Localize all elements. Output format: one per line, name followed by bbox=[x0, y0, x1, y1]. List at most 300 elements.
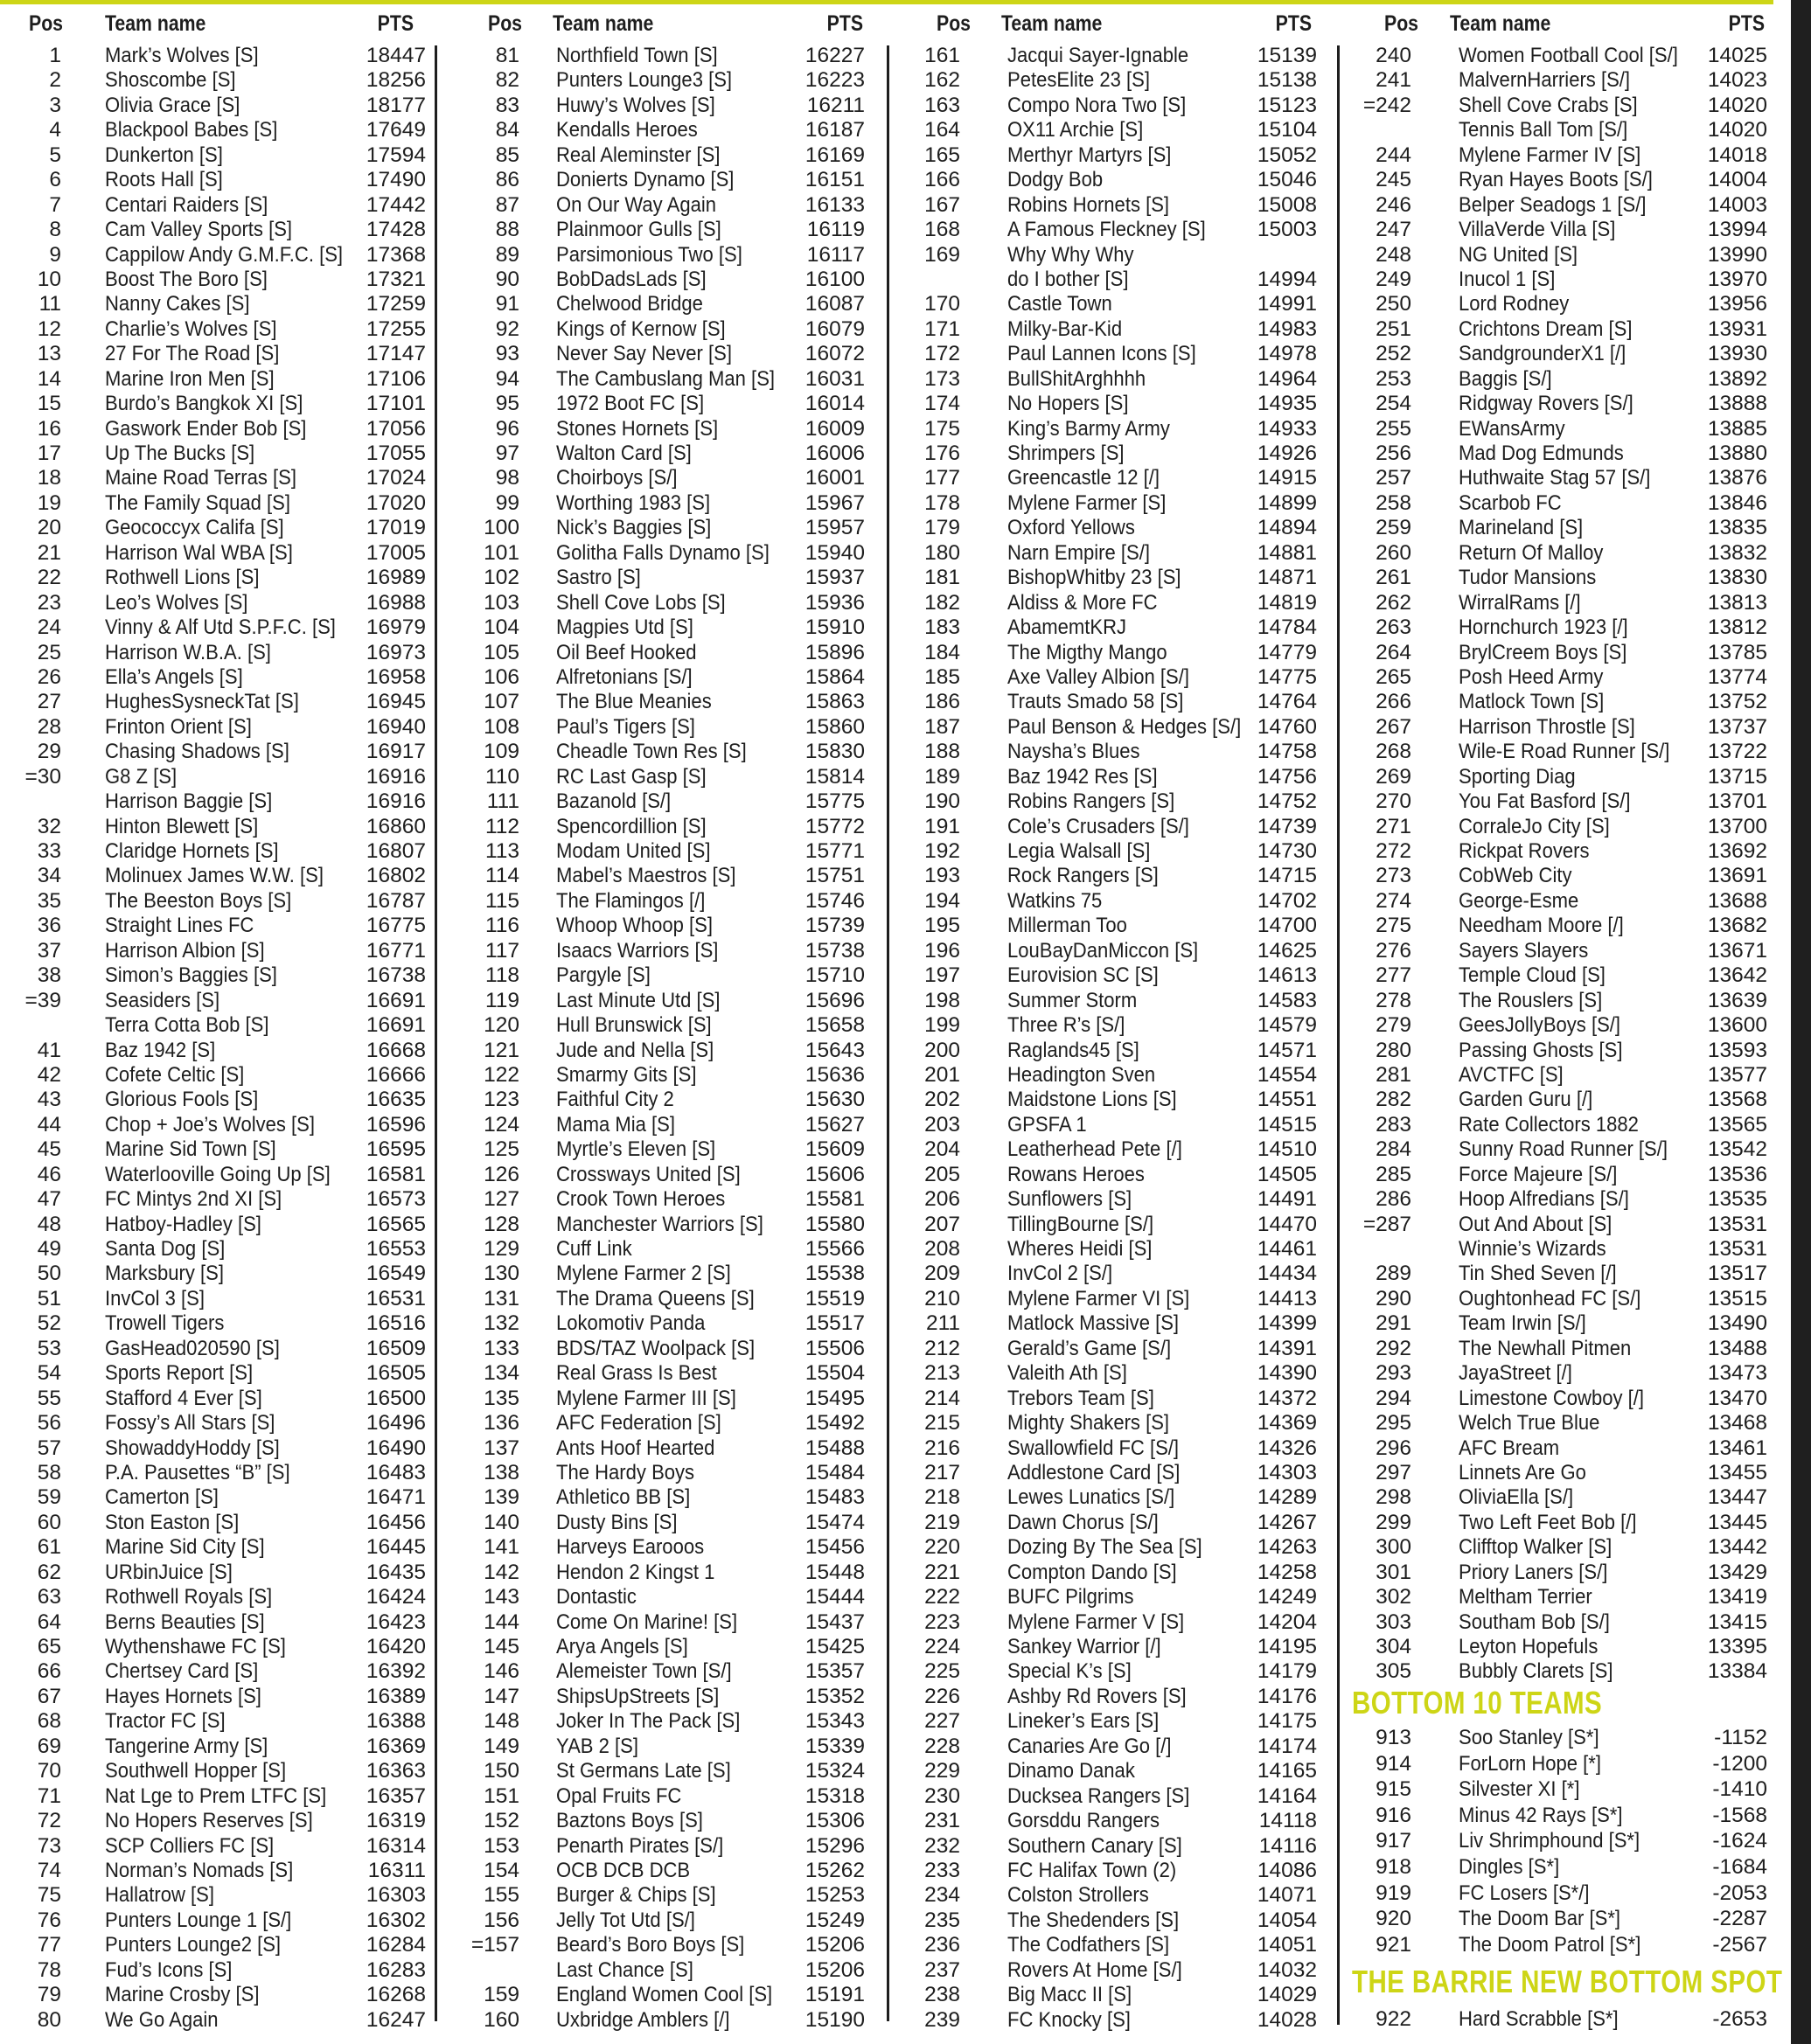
team-name-cell: BUFC Pilgrims bbox=[1007, 1585, 1134, 1609]
header-pts: PTS bbox=[826, 11, 863, 36]
team-name-cell: Valeith Ath [S] bbox=[1007, 1361, 1127, 1386]
table-row bbox=[0, 641, 1791, 665]
position-cell: 86 bbox=[495, 168, 519, 192]
points-cell: 16549 bbox=[366, 1262, 426, 1286]
points-cell: 14258 bbox=[1257, 1560, 1317, 1584]
points-cell: 17259 bbox=[366, 292, 426, 316]
team-name-cell: Shrimpers [S] bbox=[1007, 441, 1125, 465]
points-cell: 13813 bbox=[1707, 590, 1767, 615]
position-cell: 164 bbox=[924, 118, 960, 143]
position-cell: 175 bbox=[924, 416, 960, 441]
team-name-cell: Sayers Slayers bbox=[1459, 938, 1589, 963]
team-name-cell: ForLorn Hope [*] bbox=[1459, 1751, 1602, 1776]
points-cell: 16284 bbox=[366, 1933, 426, 1957]
points-cell: 15206 bbox=[805, 1957, 865, 1982]
points-cell: -1684 bbox=[1712, 1854, 1767, 1879]
points-cell: 14819 bbox=[1257, 590, 1317, 615]
table-row bbox=[0, 1088, 1791, 1112]
position-cell: 38 bbox=[37, 963, 61, 988]
position-cell: 78 bbox=[37, 1957, 61, 1982]
position-cell: 247 bbox=[1376, 218, 1411, 242]
points-cell: 14515 bbox=[1257, 1112, 1317, 1137]
team-name-cell: Walton Card [S] bbox=[556, 441, 692, 465]
table-row bbox=[0, 2006, 1791, 2033]
points-cell: 14020 bbox=[1707, 118, 1767, 143]
position-cell: 141 bbox=[484, 1535, 519, 1560]
team-name-cell: Rothwell Royals [S] bbox=[105, 1585, 273, 1609]
points-cell: 13415 bbox=[1707, 1609, 1767, 1634]
position-cell: 229 bbox=[924, 1759, 960, 1783]
points-cell: 14583 bbox=[1257, 988, 1317, 1012]
team-name-cell: Ashby Rd Rovers [S] bbox=[1007, 1684, 1187, 1708]
position-cell: 277 bbox=[1376, 963, 1411, 988]
table-row bbox=[0, 1535, 1791, 1560]
position-cell: 11 bbox=[38, 292, 61, 316]
points-cell: 14176 bbox=[1257, 1684, 1317, 1708]
team-name-cell: Nanny Cakes [S] bbox=[105, 292, 250, 316]
position-cell: 218 bbox=[924, 1485, 960, 1510]
team-name-cell: Millerman Too bbox=[1007, 914, 1127, 938]
team-name-cell: Priory Laners [S/] bbox=[1459, 1560, 1608, 1584]
position-cell: 144 bbox=[484, 1609, 519, 1634]
points-cell: 17056 bbox=[366, 416, 426, 441]
table-row bbox=[0, 615, 1791, 640]
position-cell: 160 bbox=[484, 2007, 519, 2032]
team-name-cell: Aldiss & More FC bbox=[1007, 590, 1158, 615]
position-cell: 261 bbox=[1376, 566, 1411, 590]
team-name-cell: Frinton Orient [S] bbox=[105, 714, 252, 739]
points-cell: 15191 bbox=[805, 1983, 865, 2007]
team-name-cell: Sunny Road Runner [S/] bbox=[1459, 1137, 1668, 1162]
points-cell: 14715 bbox=[1257, 864, 1317, 888]
points-cell: 13692 bbox=[1707, 839, 1767, 863]
points-cell: 14505 bbox=[1257, 1162, 1317, 1186]
points-cell: 14700 bbox=[1257, 914, 1317, 938]
team-name-cell: Huthwaite Stag 57 [S/] bbox=[1459, 466, 1651, 490]
team-name-cell: Rate Collectors 1882 bbox=[1459, 1112, 1639, 1137]
team-name-cell: Real Aleminster [S] bbox=[556, 143, 721, 167]
team-name-cell: Myrtle’s Eleven [S] bbox=[556, 1137, 716, 1162]
points-cell: 16392 bbox=[366, 1659, 426, 1684]
team-name-cell: PetesElite 23 [S] bbox=[1007, 68, 1151, 93]
team-name-cell: SCP Colliers FC [S] bbox=[105, 1833, 275, 1858]
points-cell: 15710 bbox=[805, 963, 865, 988]
position-cell: 8 bbox=[49, 218, 61, 242]
team-name-cell: Linnets Are Go bbox=[1459, 1460, 1586, 1484]
points-cell: 14926 bbox=[1257, 441, 1317, 465]
team-name-cell: Shell Cove Crabs [S] bbox=[1459, 93, 1638, 117]
position-cell: 106 bbox=[484, 664, 519, 689]
team-name-cell: Lineker’s Ears [S] bbox=[1007, 1709, 1160, 1734]
team-name-cell: do I bother [S] bbox=[1007, 267, 1129, 291]
team-name-cell: Compo Nora Two [S] bbox=[1007, 93, 1187, 117]
position-cell: 19 bbox=[37, 490, 61, 515]
table-row bbox=[0, 1013, 1791, 1038]
points-cell: 13600 bbox=[1707, 1013, 1767, 1038]
team-name-cell: Gaswork Ender Bob [S] bbox=[105, 416, 307, 441]
table-row bbox=[0, 1659, 1791, 1684]
position-cell: 9 bbox=[49, 242, 61, 267]
position-cell: 170 bbox=[924, 292, 960, 316]
position-cell: 299 bbox=[1376, 1510, 1411, 1534]
points-cell: 14032 bbox=[1257, 1957, 1317, 1982]
team-name-cell: Fud’s Icons [S] bbox=[105, 1957, 233, 1982]
team-name-cell: Olivia Grace [S] bbox=[105, 93, 240, 117]
table-row bbox=[0, 765, 1791, 789]
team-name-cell: Robins Hornets [S] bbox=[1007, 192, 1170, 217]
points-cell: 14935 bbox=[1257, 392, 1317, 416]
position-cell: 17 bbox=[37, 441, 61, 465]
points-cell: 16187 bbox=[805, 118, 865, 143]
points-cell: 14116 bbox=[1258, 1833, 1317, 1858]
position-cell: 167 bbox=[924, 192, 960, 217]
position-cell: 913 bbox=[1376, 1726, 1411, 1749]
points-cell: 16940 bbox=[366, 714, 426, 739]
table-row bbox=[0, 963, 1791, 988]
team-name-cell: JayaStreet [/] bbox=[1459, 1361, 1572, 1386]
table-row bbox=[0, 1262, 1791, 1286]
position-cell: 189 bbox=[924, 764, 960, 789]
table-row bbox=[0, 118, 1791, 143]
points-cell: 14369 bbox=[1257, 1411, 1317, 1436]
position-cell: 130 bbox=[484, 1262, 519, 1286]
position-cell: 302 bbox=[1376, 1585, 1411, 1609]
position-cell: 7 bbox=[49, 192, 61, 217]
position-cell: 223 bbox=[924, 1609, 960, 1634]
position-cell: 120 bbox=[484, 1013, 519, 1038]
position-cell: 59 bbox=[37, 1485, 61, 1510]
team-name-cell: Axe Valley Albion [S/] bbox=[1007, 664, 1189, 689]
points-cell: 16471 bbox=[366, 1485, 426, 1510]
points-cell: 16100 bbox=[805, 267, 865, 291]
points-cell: 14390 bbox=[1257, 1361, 1317, 1386]
points-cell: 16483 bbox=[366, 1460, 426, 1484]
team-name-cell: Mylene Farmer 2 [S] bbox=[556, 1262, 731, 1286]
points-cell: 16500 bbox=[366, 1386, 426, 1410]
position-cell: 161 bbox=[924, 44, 960, 67]
team-name-cell: Simon’s Baggies [S] bbox=[105, 963, 277, 988]
position-cell: 61 bbox=[37, 1535, 61, 1560]
points-cell: 14249 bbox=[1257, 1585, 1317, 1609]
points-cell: 16771 bbox=[366, 938, 426, 963]
team-name-cell: Oxford Yellows bbox=[1007, 516, 1135, 540]
team-name-cell: Centari Raiders [S] bbox=[105, 192, 268, 217]
points-cell: 16119 bbox=[806, 218, 865, 242]
bottom-ten-heading: BOTTOM 10 TEAMS bbox=[1352, 1685, 1603, 1721]
points-cell: 18447 bbox=[366, 44, 426, 67]
position-cell: 153 bbox=[484, 1833, 519, 1858]
team-name-cell: Ston Easton [S] bbox=[105, 1510, 240, 1534]
team-name-cell: Lewes Lunatics [S/] bbox=[1007, 1485, 1175, 1510]
team-name-cell: Baz 1942 [S] bbox=[105, 1038, 216, 1062]
team-name-cell: FC Knocky [S] bbox=[1007, 2007, 1131, 2032]
team-name-cell: The Migthy Mango bbox=[1007, 640, 1167, 664]
points-cell: 14571 bbox=[1257, 1038, 1317, 1062]
team-name-cell: Spencordillion [S] bbox=[556, 814, 707, 838]
team-name-cell: Camerton [S] bbox=[105, 1485, 219, 1510]
team-name-cell: Crook Town Heroes bbox=[556, 1187, 726, 1212]
position-cell: 64 bbox=[37, 1609, 61, 1634]
points-cell: -1410 bbox=[1712, 1777, 1767, 1802]
position-cell: 122 bbox=[484, 1062, 519, 1087]
position-cell: 138 bbox=[484, 1460, 519, 1484]
position-cell: 107 bbox=[484, 690, 519, 714]
position-cell: 178 bbox=[924, 490, 960, 515]
points-cell: 13832 bbox=[1707, 540, 1767, 565]
position-cell: 62 bbox=[37, 1560, 61, 1584]
points-cell: 16227 bbox=[805, 44, 865, 67]
team-name-cell: Blackpool Babes [S] bbox=[105, 118, 278, 143]
team-name-cell: Hoop Alfredians [S/] bbox=[1459, 1187, 1629, 1212]
header-pts: PTS bbox=[377, 11, 414, 36]
position-cell: 4 bbox=[49, 118, 61, 143]
table-row bbox=[0, 815, 1791, 839]
team-name-cell: Whoop Whoop [S] bbox=[556, 914, 713, 938]
table-row bbox=[0, 44, 1791, 68]
position-cell: 182 bbox=[924, 590, 960, 615]
team-name-cell: BishopWhitby 23 [S] bbox=[1007, 566, 1181, 590]
points-cell: 13536 bbox=[1707, 1162, 1767, 1186]
points-cell: 15772 bbox=[805, 814, 865, 838]
points-cell: 16596 bbox=[366, 1112, 426, 1137]
position-cell: 49 bbox=[37, 1237, 61, 1261]
team-name-cell: BrylCreem Boys [S] bbox=[1459, 640, 1627, 664]
points-cell: 15139 bbox=[1257, 44, 1317, 67]
team-name-cell: FC Halifax Town (2) bbox=[1007, 1858, 1177, 1882]
points-cell: 15104 bbox=[1257, 118, 1317, 143]
position-cell: 185 bbox=[924, 664, 960, 689]
team-name-cell: Trebors Team [S] bbox=[1007, 1386, 1154, 1410]
position-cell: 29 bbox=[37, 740, 61, 764]
team-name-cell: Inucol 1 [S] bbox=[1459, 267, 1556, 291]
team-name-cell: Wheres Heidi [S] bbox=[1007, 1237, 1153, 1261]
position-cell: 36 bbox=[37, 914, 61, 938]
table-row bbox=[0, 839, 1791, 864]
position-cell: 295 bbox=[1376, 1411, 1411, 1436]
position-cell: 162 bbox=[924, 68, 960, 93]
points-cell: 14051 bbox=[1257, 1933, 1317, 1957]
team-name-cell: Sunflowers [S] bbox=[1007, 1187, 1132, 1212]
table-row bbox=[0, 1803, 1791, 1829]
points-cell: 14086 bbox=[1257, 1858, 1317, 1882]
position-cell: 69 bbox=[37, 1734, 61, 1758]
team-name-cell: Ella’s Angels [S] bbox=[105, 664, 243, 689]
position-cell: 269 bbox=[1376, 764, 1411, 789]
points-cell: 15751 bbox=[805, 864, 865, 888]
team-name-cell: GeesJollyBoys [S/] bbox=[1459, 1013, 1621, 1038]
team-name-cell: Silvester XI [*] bbox=[1459, 1777, 1580, 1802]
position-cell: 920 bbox=[1376, 1907, 1411, 1931]
table-row bbox=[0, 94, 1791, 118]
points-cell: 17255 bbox=[366, 316, 426, 341]
points-cell: 15771 bbox=[805, 839, 865, 863]
position-cell: 184 bbox=[924, 640, 960, 664]
position-cell: 285 bbox=[1376, 1162, 1411, 1186]
points-cell: 15860 bbox=[805, 714, 865, 739]
points-cell: 16581 bbox=[366, 1162, 426, 1186]
position-cell: 204 bbox=[924, 1137, 960, 1162]
points-cell: 16133 bbox=[805, 192, 865, 217]
team-name-cell: Athletico BB [S] bbox=[556, 1485, 691, 1510]
position-cell: 117 bbox=[484, 938, 519, 963]
team-name-cell: G8 Z [S] bbox=[105, 764, 178, 789]
points-cell: 14175 bbox=[1257, 1709, 1317, 1734]
table-row bbox=[0, 740, 1791, 764]
position-cell: 139 bbox=[484, 1485, 519, 1510]
team-name-cell: Marine Sid Town [S] bbox=[105, 1137, 276, 1162]
points-cell: 14613 bbox=[1257, 963, 1317, 988]
team-name-cell: Chasing Shadows [S] bbox=[105, 740, 289, 764]
position-cell: 142 bbox=[484, 1560, 519, 1584]
position-cell: 70 bbox=[37, 1759, 61, 1783]
points-cell: 15627 bbox=[805, 1112, 865, 1137]
points-cell: 17321 bbox=[366, 267, 426, 291]
position-cell: 137 bbox=[484, 1436, 519, 1460]
team-name-cell: Sports Report [S] bbox=[105, 1361, 254, 1386]
position-cell: 48 bbox=[37, 1212, 61, 1236]
team-name-cell: Pargyle [S] bbox=[556, 963, 651, 988]
table-row bbox=[0, 789, 1791, 814]
points-cell: 13774 bbox=[1707, 664, 1767, 689]
points-cell: 13395 bbox=[1707, 1635, 1767, 1658]
team-name-cell: URbinJuice [S] bbox=[105, 1560, 233, 1584]
table-row bbox=[0, 441, 1791, 466]
position-cell: 188 bbox=[924, 740, 960, 764]
team-name-cell: Bazanold [S/] bbox=[556, 789, 672, 814]
points-cell: 13876 bbox=[1707, 466, 1767, 490]
position-cell: 58 bbox=[37, 1460, 61, 1484]
position-cell: 916 bbox=[1376, 1803, 1411, 1827]
position-cell: 211 bbox=[925, 1311, 960, 1336]
team-name-cell: Crichtons Dream [S] bbox=[1459, 316, 1633, 341]
position-cell: 281 bbox=[1376, 1062, 1411, 1087]
team-name-cell: Mylene Farmer VI [S] bbox=[1007, 1286, 1190, 1311]
points-cell: 15519 bbox=[805, 1286, 865, 1311]
points-cell: 14118 bbox=[1258, 1809, 1317, 1833]
points-cell: 16319 bbox=[366, 1809, 426, 1833]
position-cell: 165 bbox=[924, 143, 960, 167]
position-cell: 225 bbox=[924, 1659, 960, 1684]
team-name-cell: Mark’s Wolves [S] bbox=[105, 44, 259, 67]
position-cell: 134 bbox=[484, 1361, 519, 1386]
position-cell: 168 bbox=[924, 218, 960, 242]
team-name-cell: WirralRams [/] bbox=[1459, 590, 1581, 615]
position-cell: 213 bbox=[924, 1361, 960, 1386]
points-cell: 14899 bbox=[1257, 490, 1317, 515]
position-cell: 293 bbox=[1376, 1361, 1411, 1386]
points-cell: 13470 bbox=[1707, 1386, 1767, 1410]
team-name-cell: Milky-Bar-Kid bbox=[1007, 316, 1123, 341]
position-cell: 200 bbox=[924, 1038, 960, 1062]
points-cell: 16151 bbox=[805, 168, 865, 192]
position-cell: 22 bbox=[37, 566, 61, 590]
points-cell: 13715 bbox=[1707, 764, 1767, 789]
table-row bbox=[0, 1287, 1791, 1311]
table-row bbox=[0, 1725, 1791, 1751]
team-name-cell: Donierts Dynamo [S] bbox=[556, 168, 735, 192]
points-cell: 16496 bbox=[366, 1411, 426, 1436]
table-row bbox=[0, 1610, 1791, 1635]
points-cell: 14289 bbox=[1257, 1485, 1317, 1510]
team-name-cell: Cole’s Crusaders [S/] bbox=[1007, 814, 1189, 838]
position-cell: 919 bbox=[1376, 1881, 1411, 1905]
team-name-cell: Clifftop Walker [S] bbox=[1459, 1535, 1612, 1560]
position-cell: 102 bbox=[484, 566, 519, 590]
points-cell: 13455 bbox=[1707, 1460, 1767, 1484]
team-name-cell: Isaacs Warriors [S] bbox=[556, 938, 719, 963]
table-row bbox=[0, 1213, 1791, 1237]
position-cell: 90 bbox=[495, 267, 519, 291]
position-cell: 95 bbox=[495, 392, 519, 416]
position-cell: 192 bbox=[924, 839, 960, 863]
team-name-cell: Southwell Hopper [S] bbox=[105, 1759, 287, 1783]
table-row bbox=[0, 1854, 1791, 1881]
team-name-cell: Mylene Farmer V [S] bbox=[1007, 1609, 1185, 1634]
points-cell: 15566 bbox=[805, 1237, 865, 1261]
points-cell: 13461 bbox=[1707, 1436, 1767, 1460]
team-name-cell: Mad Dog Edmunds bbox=[1459, 441, 1624, 465]
points-cell: 14894 bbox=[1257, 516, 1317, 540]
team-name-cell: Harveys Earooos bbox=[556, 1535, 705, 1560]
position-cell: 143 bbox=[484, 1585, 519, 1609]
points-cell: 13565 bbox=[1707, 1112, 1767, 1137]
position-cell: 220 bbox=[924, 1535, 960, 1560]
position-cell: 56 bbox=[37, 1411, 61, 1436]
position-cell: 304 bbox=[1376, 1635, 1411, 1658]
team-name-cell: AFC Bream bbox=[1459, 1436, 1560, 1460]
team-name-cell: Hatboy-Hadley [S] bbox=[105, 1212, 261, 1236]
position-cell: 1 bbox=[49, 44, 61, 67]
points-cell: 14964 bbox=[1257, 366, 1317, 391]
points-cell: 15425 bbox=[805, 1635, 865, 1658]
points-cell: -2287 bbox=[1712, 1907, 1767, 1931]
team-name-cell: Arya Angels [S] bbox=[556, 1635, 688, 1658]
points-cell: 13994 bbox=[1707, 218, 1767, 242]
points-cell: 13682 bbox=[1707, 914, 1767, 938]
table-row bbox=[0, 1436, 1791, 1461]
points-cell: 16456 bbox=[366, 1510, 426, 1534]
position-cell: 147 bbox=[484, 1684, 519, 1708]
points-cell: 15003 bbox=[1257, 218, 1317, 242]
points-cell: 16916 bbox=[366, 789, 426, 814]
team-name-cell: AFC Federation [S] bbox=[556, 1411, 721, 1436]
points-cell: -2053 bbox=[1712, 1881, 1767, 1905]
points-cell: 18256 bbox=[366, 68, 426, 93]
table-row bbox=[0, 1511, 1791, 1535]
team-name-cell: FC Losers [S*/] bbox=[1459, 1881, 1590, 1905]
team-name-cell: Needham Moore [/] bbox=[1459, 914, 1624, 938]
position-cell: 233 bbox=[924, 1858, 960, 1882]
team-name-cell: P.A. Pausettes “B” [S] bbox=[105, 1460, 290, 1484]
position-cell: 195 bbox=[924, 914, 960, 938]
points-cell: 16420 bbox=[366, 1635, 426, 1658]
points-cell: 15484 bbox=[805, 1460, 865, 1484]
position-cell: 915 bbox=[1376, 1777, 1411, 1802]
position-cell: 93 bbox=[495, 342, 519, 366]
position-cell: 88 bbox=[495, 218, 519, 242]
points-cell: 14983 bbox=[1257, 316, 1317, 341]
points-cell: 14933 bbox=[1257, 416, 1317, 441]
points-cell: 15262 bbox=[805, 1858, 865, 1882]
points-cell: 17106 bbox=[366, 366, 426, 391]
position-cell: 205 bbox=[924, 1162, 960, 1186]
position-cell: 21 bbox=[37, 540, 61, 565]
team-name-cell: The Cambuslang Man [S] bbox=[556, 366, 776, 391]
points-cell: 17024 bbox=[366, 466, 426, 490]
position-cell: 18 bbox=[37, 466, 61, 490]
position-cell: 128 bbox=[484, 1212, 519, 1236]
points-cell: 16945 bbox=[366, 690, 426, 714]
